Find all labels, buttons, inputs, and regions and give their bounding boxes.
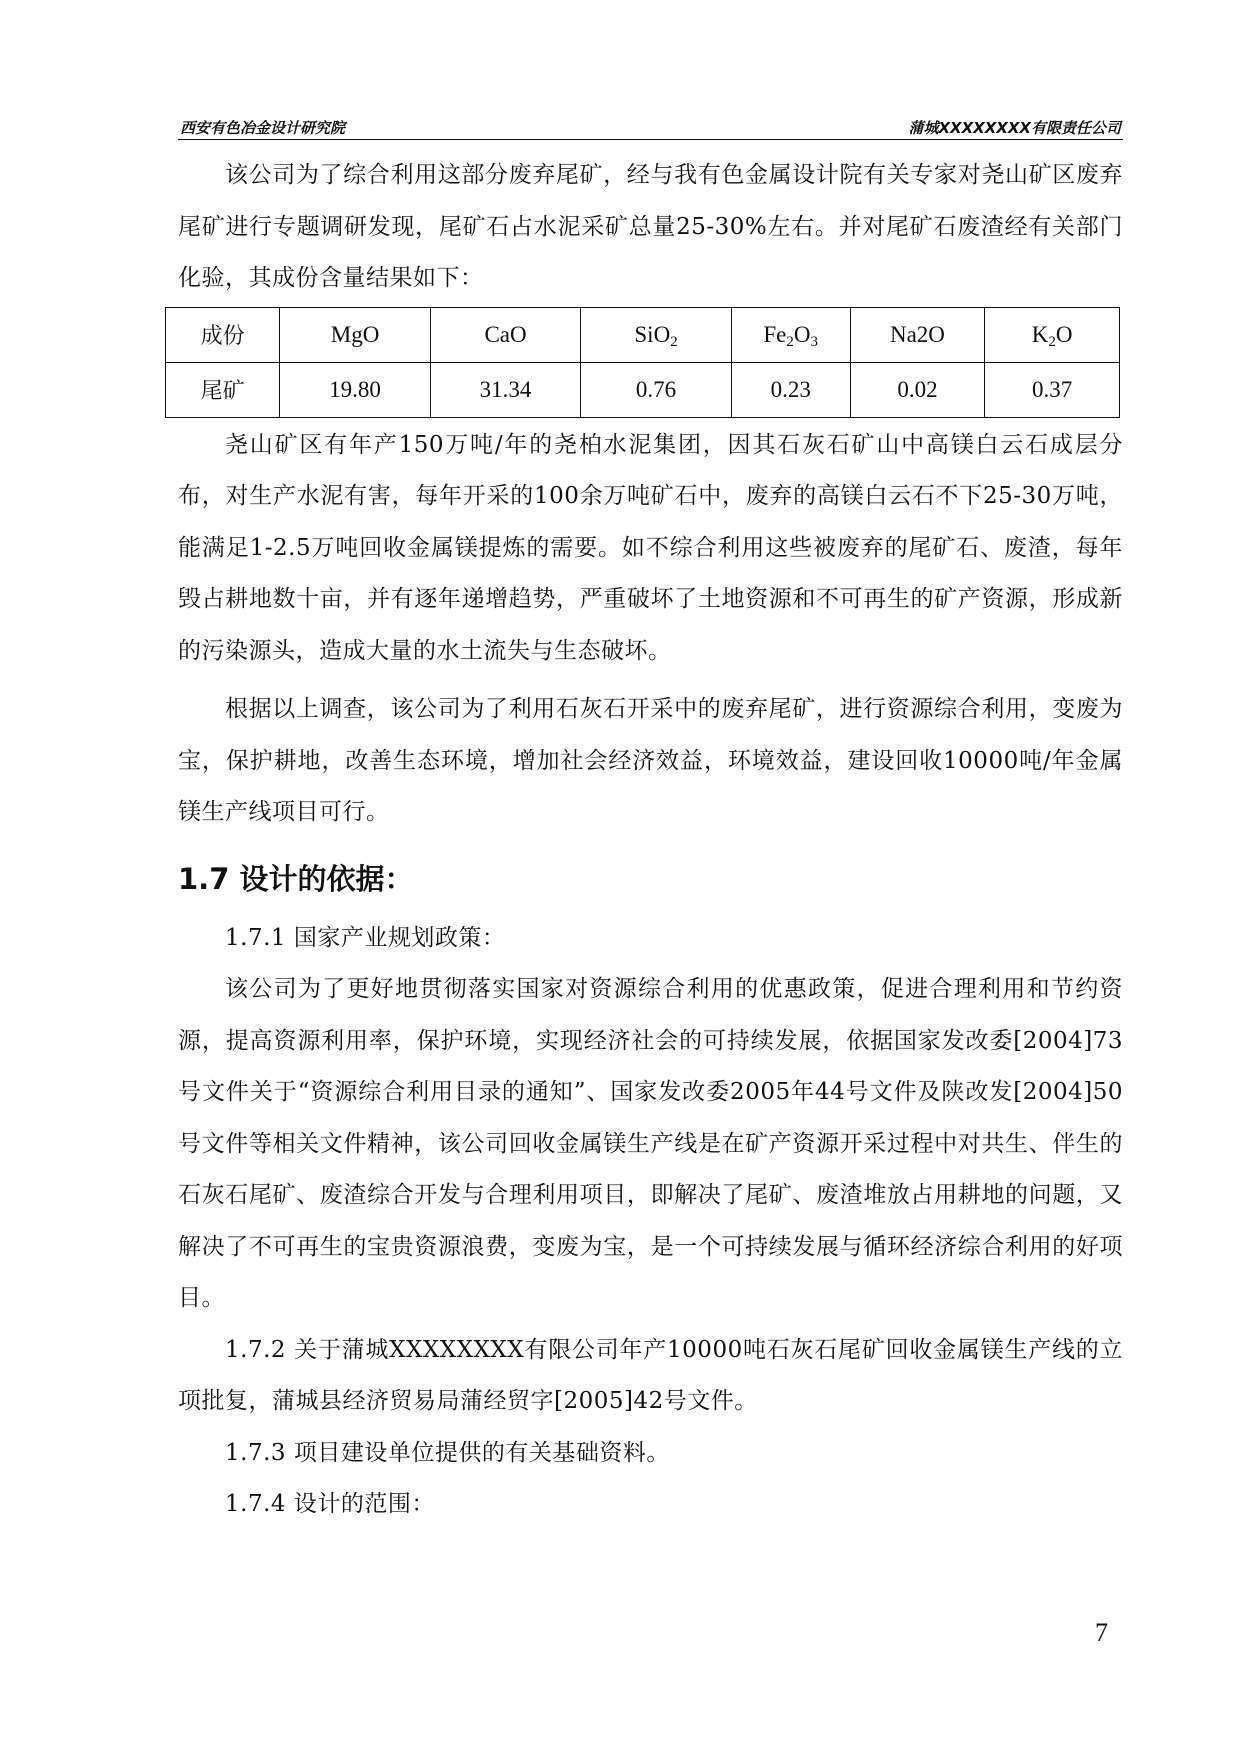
table-header-cell: CaO: [430, 307, 581, 362]
table-cell: 0.23: [731, 362, 850, 417]
table-cell: 0.02: [850, 362, 985, 417]
header-right-company: 蒲城XXXXXXXX有限责任公司: [908, 119, 1121, 137]
table-header-cell: SiO$_2$: [581, 307, 732, 362]
item-1-7-2: 1.7.2 关于蒲城XXXXXXXX有限公司年产10000吨石灰石尾矿回收金属镁生产线的立项批复，蒲城县经济贸易局蒲经贸字[2005]42号文件。: [178, 1336, 1123, 1414]
item-1-7-3: 1.7.3 项目建设单位提供的有关基础资料。: [225, 1439, 670, 1466]
composition-table: [165, 307, 1120, 418]
item-1-7-1: 1.7.1 国家产业规划政策：: [225, 924, 506, 951]
table-row: [166, 362, 1120, 417]
section-heading: 1.7 设计的依据：: [178, 861, 414, 896]
table-header-cell: $Fe_2O_3$: [731, 307, 850, 362]
paragraph-conclusion: 根据以上调查，该公司为了利用石灰石开采中的废弃尾矿，进行资源综合利用，变废为宝，保护耕地，改善生态环境，增加社会经济效益，环境效益，建设回收10000吨/年金属镁生产线项目可行。: [178, 696, 1123, 825]
table-cell: 19.80: [280, 362, 431, 417]
paragraph-yaoshan: 尧山矿区有年产150万吨/年的尧柏水泥集团，因其石灰石矿山中高镁白云石成层分布，对生产水泥有害，每年开采的100余万吨矿石中，废弃的高镁白云石不下25-30万吨，能满足1-2.5万吨回收金属镁提炼的需要。如不综合利用这些被废弃的尾矿石、废渣，每年毁占耕地数十亩，并有逐年递增趋势，严重破坏了土地资源和不可再生的矿产资源，形成新的污染源头，造成大量的水土流失与生态破坏。: [178, 431, 1123, 664]
intro-paragraph: 该公司为了综合利用这部分废弃尾矿，经与我有色金属设计院有关专家对尧山矿区废弃尾矿进行专题调研发现，尾矿石占水泥采矿总量25-30%左右。并对尾矿石废渣经有关部门化验，其成份含量结果如下：: [178, 162, 1123, 291]
item-1-7-4: 1.7.4 设计的范围：: [225, 1491, 435, 1517]
table-header-label: 成份: [166, 307, 280, 362]
table-header-cell: Na2O: [850, 307, 985, 362]
table-cell: 0.76: [581, 362, 732, 417]
page-header: [178, 117, 1123, 140]
table-cell: 31.34: [430, 362, 581, 417]
table-cell: 0.37: [985, 362, 1120, 417]
table-header-cell: MgO: [280, 307, 431, 362]
table-row-label: 尾矿: [166, 362, 280, 417]
header-left-org: 西安有色冶金设计研究院: [180, 119, 346, 137]
paragraph-policy: 该公司为了更好地贯彻落实国家对资源综合利用的优惠政策，促进合理利用和节约资源，提高资源利用率，保护环境，实现经济社会的可持续发展，依据国家发改委[2004]73号文件关于“资源综合利用目录的通知”、国家发改委2005年44号文件及陕改发[2004]50号文件等相关文件精神，该公司回收金属镁生产线是在矿产资源开采过程中对共生、伴生的石灰石尾矿、废渣综合开发与合理利用项目，即解决了尾矿、废渣堆放占用耕地的问题，又解决了不可再生的宝贵资源浪费，变废为宝，是一个可持续发展与循环经济综合利用的好项目。: [178, 976, 1123, 1311]
table-header-cell: $K_2O$: [985, 307, 1120, 362]
table-header-row: [166, 307, 1120, 362]
page-number: 7: [1095, 1618, 1108, 1647]
page-body: [178, 150, 1123, 1531]
